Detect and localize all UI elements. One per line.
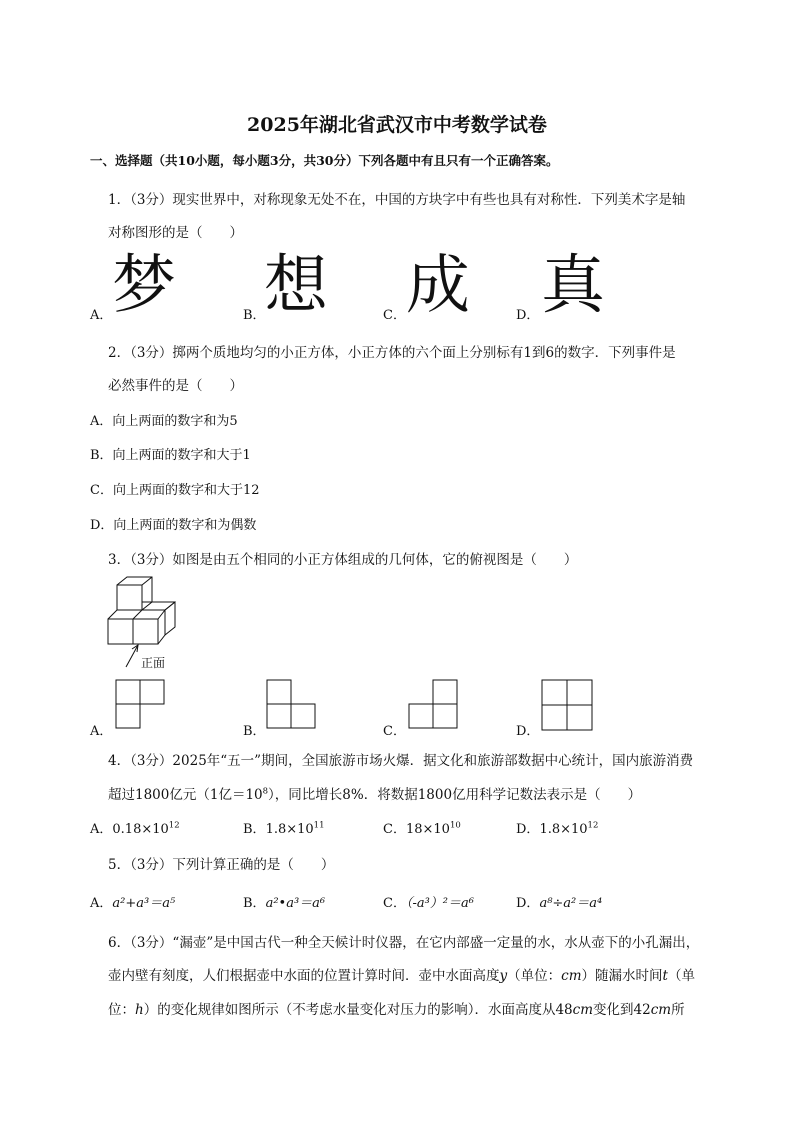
- q4-stem-line2: 超过1800亿元（1亿$=10^8$），同比增长8%．将数据1800亿用科学记数法表示是（ ）: [108, 786, 642, 803]
- section-header: 一、选择题（共10小题，每小题3分，共30分）下列各题中有且只有一个正确答案。: [90, 153, 559, 168]
- q2-option-d: D．向上两面的数字和为偶数: [90, 518, 257, 533]
- q1-option-a-label: A．: [90, 308, 113, 323]
- q2-option-b: B．向上两面的数字和大于1: [90, 448, 251, 463]
- q3-option-c-figure: [409, 680, 459, 732]
- q5-option-c: C．（-a³）²＝a⁶: [383, 896, 474, 911]
- q2-option-a: A．向上两面的数字和为5: [90, 414, 238, 429]
- q1-option-d-label: D．: [516, 308, 540, 323]
- q1-option-c-char: 成: [406, 249, 470, 323]
- q6-stem-line2: 壶内壁有刻度，人们根据壶中水面的位置计算时间．壶中水面高度y（单位：cm）随漏水时间t（单: [108, 968, 695, 984]
- q2-stem-line2: 必然事件的是（ ）: [108, 378, 243, 394]
- q6-stem-line3: 位：h）的变化规律如图所示（不考虑水量变化对压力的影响）．水面高度从48cm变化到42cm所: [108, 1002, 685, 1018]
- q1-option-b-char: 想: [264, 249, 328, 323]
- q4-option-b: B．$1.8\times 10^{11}$: [243, 820, 325, 837]
- q4-option-d: D．$1.8\times 10^{12}$: [516, 820, 599, 837]
- q4-option-c: C．$18\times 10^{10}$: [383, 820, 461, 837]
- q3-option-a-label: A．: [90, 724, 113, 739]
- q3-option-c-label: C．: [383, 724, 406, 739]
- q1-stem-line1: 1．（3分）现实世界中，对称现象无处不在，中国的方块字中有些也具有对称性．下列美术字是轴: [108, 192, 686, 208]
- q4-stem-line1: 4．（3分）2025年“五一”期间，全国旅游市场火爆．据文化和旅游部数据中心统计，国内旅游消费: [108, 753, 694, 769]
- q5-option-d: D．a⁸÷a²＝a⁴: [516, 896, 603, 911]
- q3-stem-line1: 3．（3分）如图是由五个相同的小正方体组成的几何体，它的俯视图是（ ）: [108, 552, 578, 568]
- q3-front-label: 正面: [141, 656, 166, 670]
- q5-option-b: B．a²•a³＝a⁶: [243, 896, 326, 911]
- q1-option-a-char: 梦: [112, 249, 176, 323]
- q6-stem-line1: 6．（3分）“漏壶”是中国古代一种全天候计时仪器，在它内部盛一定量的水，水从壶下的小孔漏出，: [108, 935, 700, 951]
- q3-option-b-label: B．: [243, 724, 266, 739]
- q3-option-a-figure: [116, 680, 166, 732]
- q1-stem-line2: 对称图形的是（ ）: [108, 225, 243, 241]
- q1-option-c-label: C．: [383, 308, 406, 323]
- q3-option-d-figure: [542, 680, 594, 732]
- q1-option-d-char: 真: [541, 249, 605, 323]
- q5-stem-line1: 5．（3分）下列计算正确的是（ ）: [108, 857, 335, 873]
- q4-option-a: A．$0.18\times 10^{12}$: [90, 820, 180, 837]
- q2-option-c: C．向上两面的数字和大于12: [90, 483, 260, 498]
- q2-stem-line1: 2．（3分）掷两个质地均匀的小正方体，小正方体的六个面上分别标有1到6的数字．下列事件是: [108, 345, 676, 361]
- q5-option-a: A．a²+a³＝a⁵: [90, 896, 176, 911]
- q3-option-b-figure: [267, 680, 317, 732]
- exam-title: 2025年湖北省武汉市中考数学试卷: [247, 114, 547, 136]
- q1-option-b-label: B．: [243, 308, 266, 323]
- q3-option-d-label: D．: [516, 724, 540, 739]
